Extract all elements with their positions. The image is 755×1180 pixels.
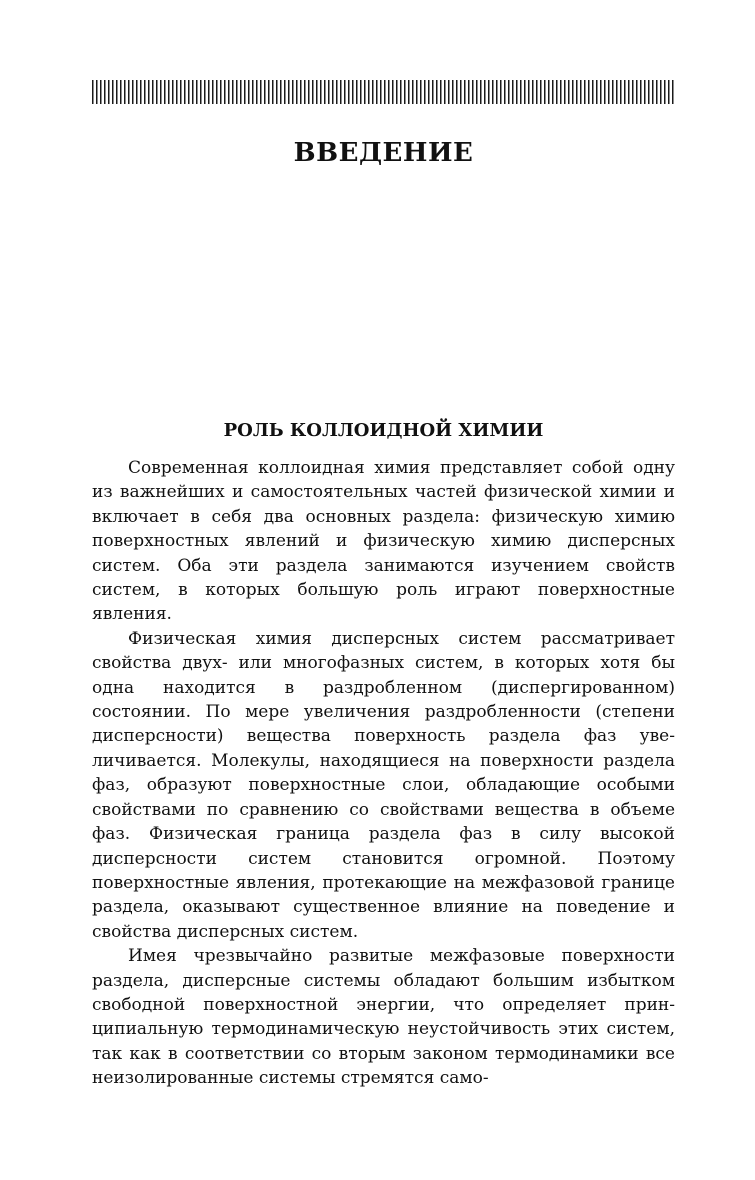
paragraph: Имея чрезвычайно развитые межфазовые поверхности раздела, дисперсные системы обладают большим избытком свободной поверхностной энергии, что определяет принципиальную термодинамическую неустойчивость этих систем, так как в соответствии со вторым законом термодинамики все неизолированные системы стремятся само- [92, 946, 675, 1089]
body-text [92, 456, 675, 1091]
section-title: РОЛЬ КОЛЛОИДНОЙ ХИМИИ [223, 420, 544, 441]
chapter-title: ВВЕДЕНИЕ [293, 138, 474, 168]
paragraph: Современная коллоидная химия представляет собой одну из важнейших и самостоятельных частей физической химии и включает в себя два основных раздела: физическую химию поверхностных явлений и физическую химию дисперсных систем. Оба эти раздела занимаются изучением свойств систем, в которых большую роль играют поверхностные явления. [92, 458, 675, 625]
decorative-hatch-rule [92, 80, 675, 104]
paragraph: Физическая химия дисперсных систем рассматривает свойства двух- или многофазных систем, в которых хотя бы одна находится в раздробленном (диспергированном) состоянии. По мере увеличения раздробленности (степени дисперсности) вещества поверхность раздела фаз увеличивается. Молекулы, находящиеся на поверхности раздела фаз, образуют поверхностные слои, обладающие особыми свойствами по сравнению со свойствами вещества в объеме фаз. Физическая граница раздела фаз в силу высокой дисперсности систем становится огромной. Поэтому поверхностные явления, протекающие на межфазовой границе раздела, оказывают существенное влияние на поведение и свойства дисперсных систем. [92, 628, 675, 942]
